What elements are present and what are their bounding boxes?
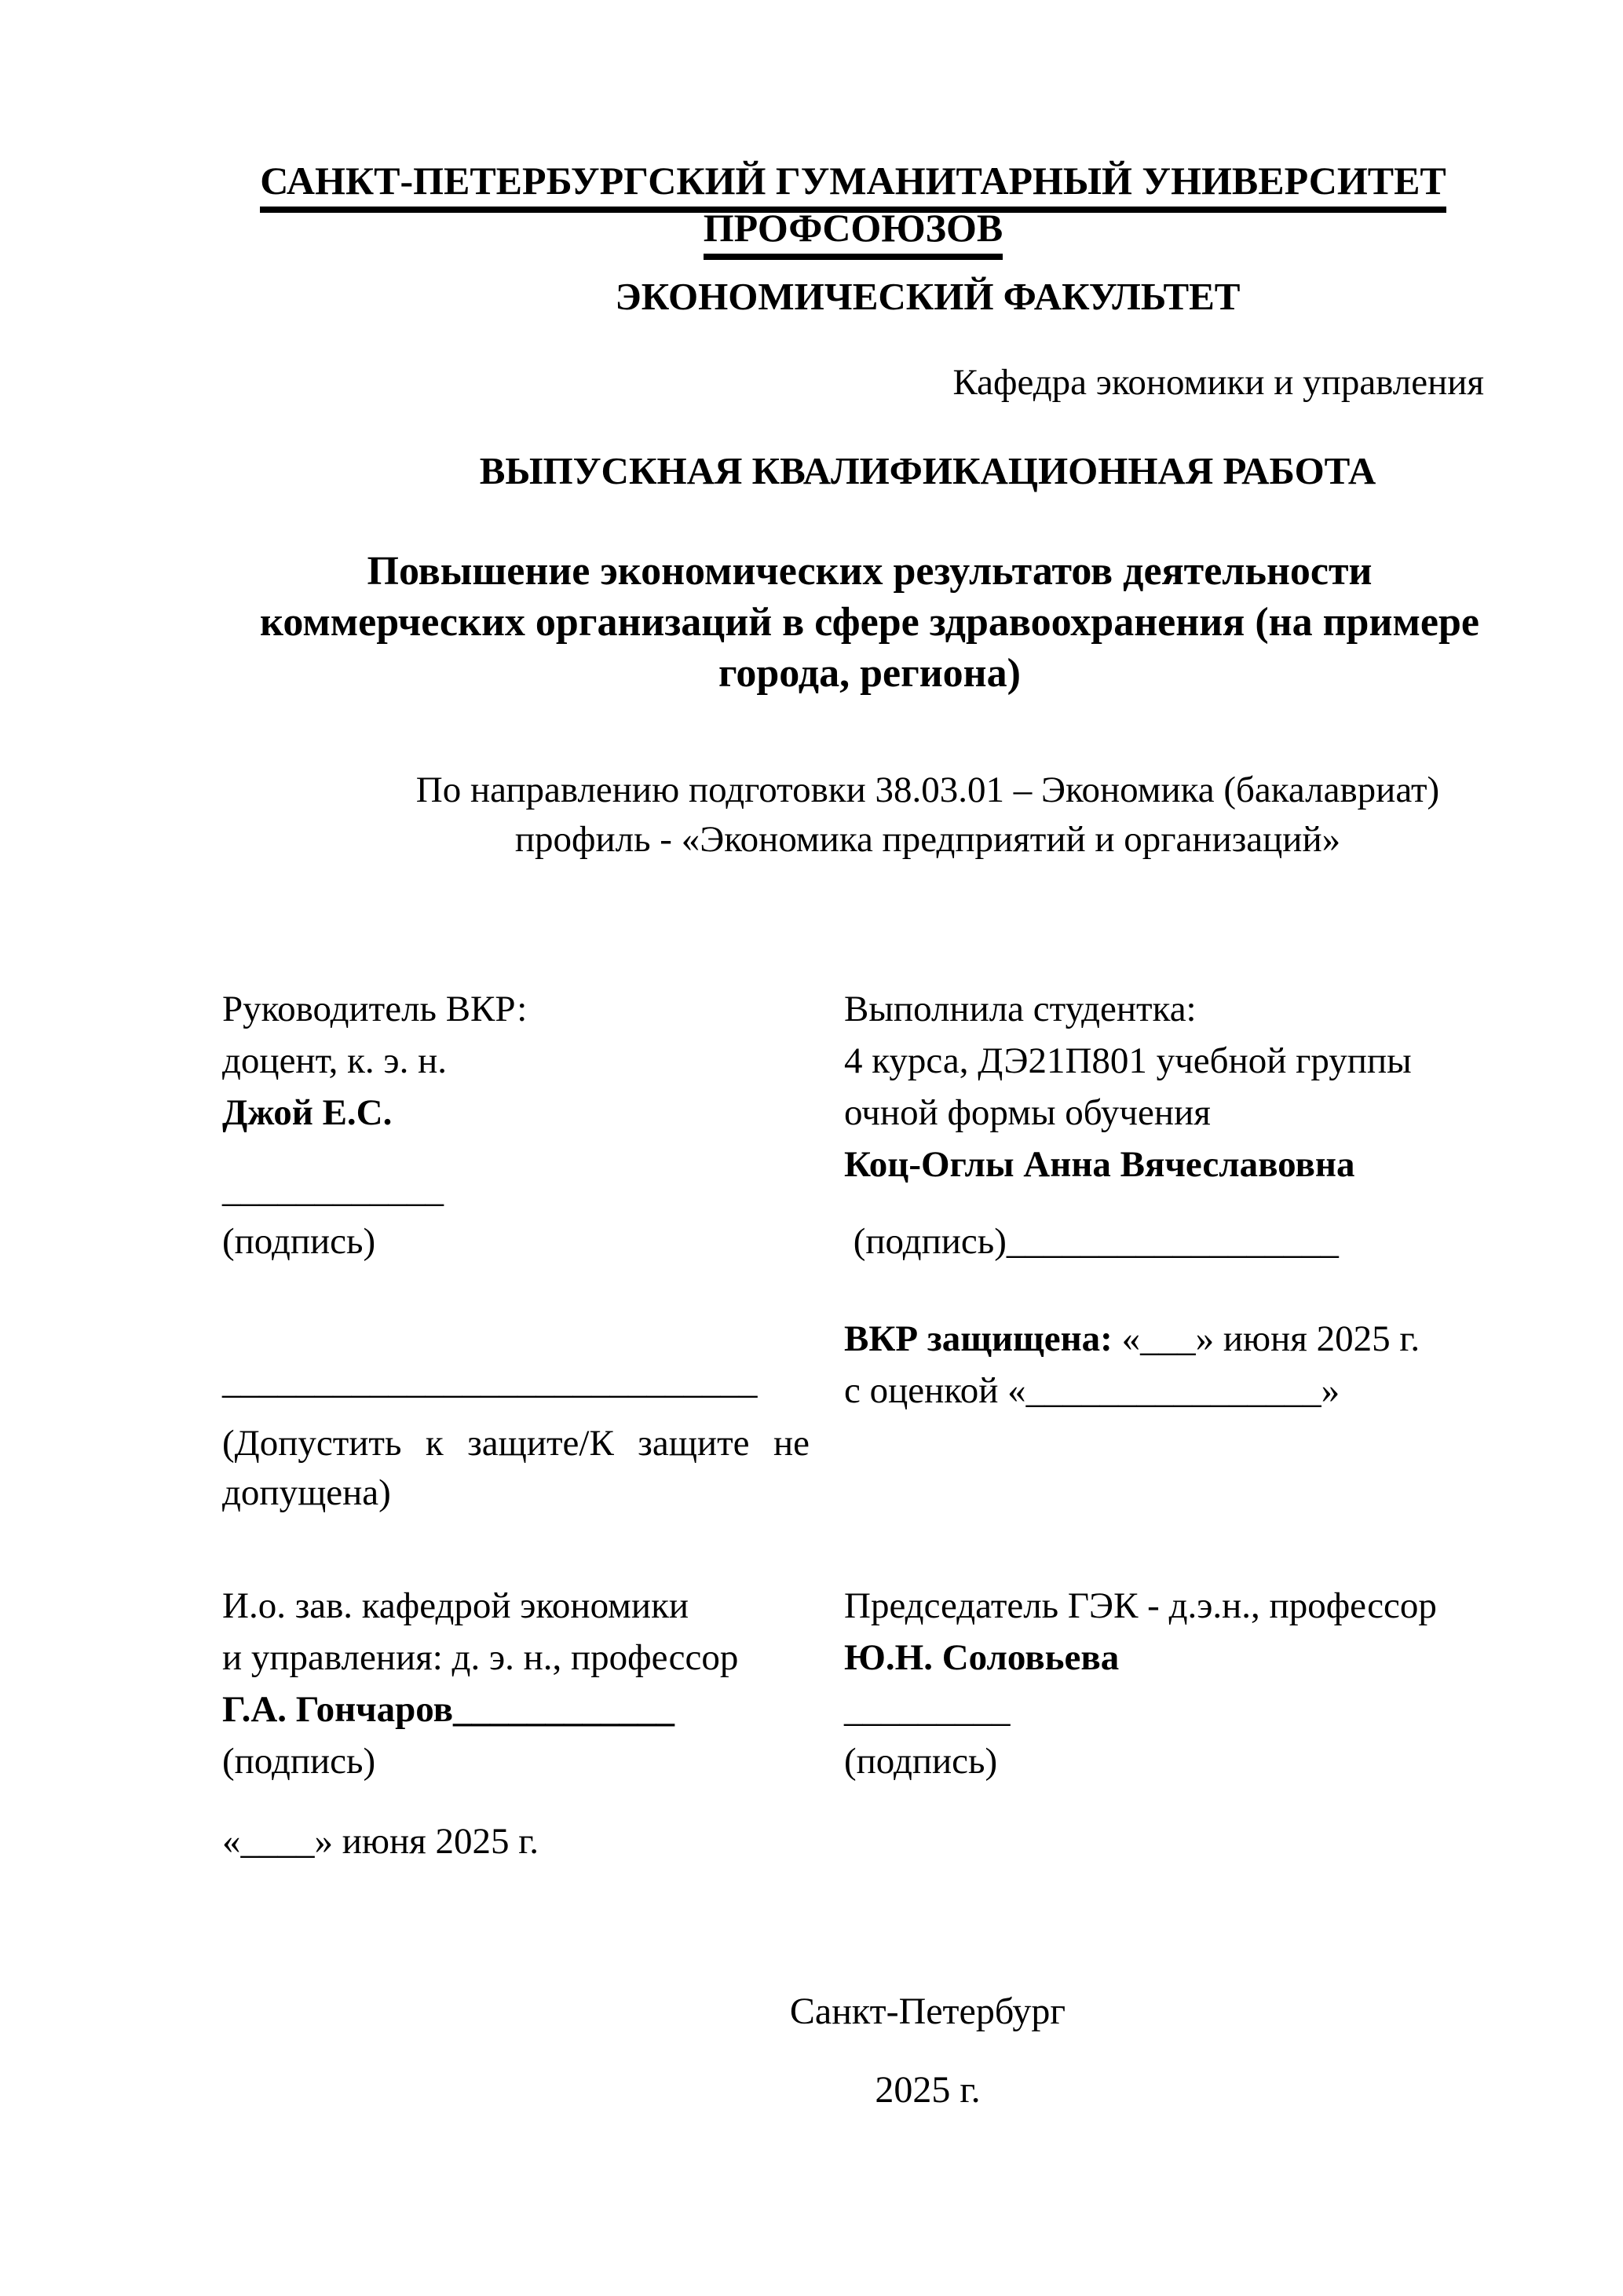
study-program-line2: профиль - «Экономика предприятий и организаций» (514, 819, 1341, 860)
faculty-name: ЭКОНОМИЧЕСКИЙ ФАКУЛЬТЕТ (615, 275, 1241, 318)
university-name-text: САНКТ-ПЕТЕРБУРГСКИЙ ГУМАНИТАРНЫЙ УНИВЕРСИТЕТ ПРОФСОЮЗОВ (260, 159, 1446, 260)
head-of-dept-line1: И.о. зав. кафедрой экономики (222, 1585, 689, 1626)
work-type-heading: ВЫПУСКНАЯ КВАЛИФИКАЦИОННАЯ РАБОТА (479, 449, 1376, 492)
head-of-dept-line2: и управления: д. э. н., профессор (222, 1637, 739, 1678)
gek-chair-signature-caption: (подпись) (844, 1741, 998, 1782)
gek-chair-name: Ю.Н. Соловьева (844, 1637, 1120, 1678)
student-block (844, 983, 1496, 1190)
supervisor-position: доцент, к. э. н. (222, 1040, 447, 1081)
year: 2025 г. (875, 2069, 981, 2111)
gek-chair-line1: Председатель ГЭК - д.э.н., профессор (844, 1585, 1437, 1626)
supervisor-label: Руководитель ВКР: (222, 989, 528, 1029)
university-name (222, 157, 1484, 251)
admission-caption-line1: (Допустить к защите/К защите не (222, 1423, 810, 1464)
supervisor-signature-block (222, 1164, 810, 1267)
student-label: Выполнила студентка: (844, 989, 1197, 1029)
student-form: очной формы обучения (844, 1092, 1211, 1133)
defense-date-line (844, 1313, 1496, 1365)
defense-date-label: ВКР защищена: (844, 1318, 1113, 1359)
supervisor-block (222, 983, 810, 1139)
gek-chair-block (844, 1580, 1496, 1787)
defense-block (844, 1313, 1496, 1417)
head-of-dept-block (222, 1580, 810, 1787)
defense-date-rest: «___» июня 2025 г. (1112, 1318, 1420, 1359)
study-program (371, 766, 1484, 865)
supervisor-signature-caption: (подпись) (222, 1221, 376, 1262)
thesis-title-line3: города, региона) (718, 651, 1021, 696)
supervisor-name: Джой Е.С. (222, 1092, 393, 1133)
student-name: Коц-Оглы Анна Вячеславовна (844, 1144, 1355, 1185)
department-name: Кафедра экономики и управления (952, 362, 1484, 403)
head-of-dept-date: «____» июня 2025 г. (222, 1821, 539, 1862)
head-of-dept-name-line: Г.А. Гончаров____________ (222, 1689, 675, 1730)
head-of-dept-signature-caption: (подпись) (222, 1741, 376, 1782)
admission-caption-line2: допущена) (222, 1472, 391, 1513)
admission-caption (222, 1419, 810, 1518)
admission-line: _____________________________ (222, 1361, 758, 1402)
gek-chair-signature-line: _________ (844, 1689, 1011, 1730)
defense-grade-line: с оценкой «________________» (844, 1370, 1340, 1411)
city: Санкт-Петербург (789, 1991, 1066, 2032)
student-group: 4 курса, ДЭ21П801 учебной группы (844, 1040, 1412, 1081)
thesis-title (222, 546, 1517, 699)
student-signature-block (844, 1216, 1496, 1267)
study-program-line1: По направлению подготовки 38.03.01 – Экономика (бакалавриат) (415, 770, 1440, 810)
thesis-title-line1: Повышение экономических результатов деятельности (367, 549, 1373, 594)
thesis-title-line2: коммерческих организаций в сфере здравоохранения (на примере (260, 600, 1479, 645)
student-signature-line: (подпись)__________________ (844, 1221, 1339, 1262)
supervisor-signature-line: ____________ (222, 1169, 444, 1210)
